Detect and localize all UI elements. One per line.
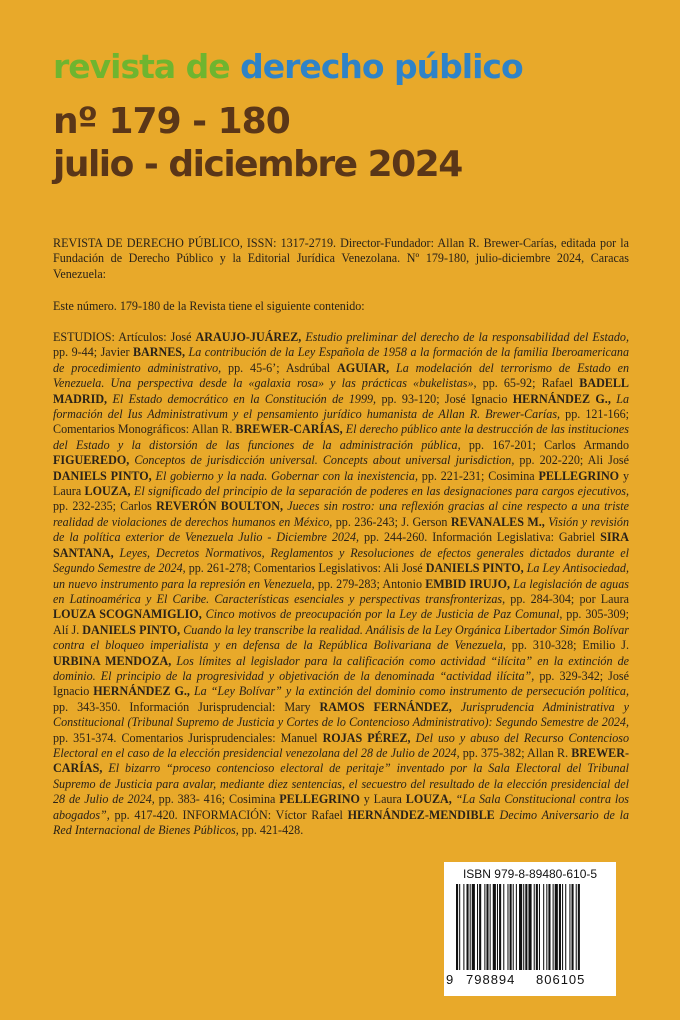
contents-segment: LOUZA SCOGNAMIGLIO, [53, 607, 202, 622]
contents-segment: Jurisprudencia Administrativa y Constitucional (Tribunal Supremo de Justicia y Cortes de lo Contencioso Administrativo): Segundo Semestre de 2024, [53, 699, 629, 730]
barcode-bar [459, 884, 460, 970]
contents-segment: BARNES, [132, 345, 186, 360]
contents-segment: Decimo Aniversario de la Red Internacional de Bienes Públicos, [53, 807, 629, 837]
contents-note: Este número. 179-180 de la Revista tiene el siguiente contenido: [53, 299, 365, 313]
contents-segment: Estudio preliminar del derecho de la responsabilidad del Estado, [301, 330, 629, 344]
contents-segment: Visión y revisión de la política exterior de Venezuela Julio - Diciembre 2024, [53, 514, 629, 545]
contents-segment: “La Sala Constitucional contra los abogados”, [53, 792, 630, 822]
contents-segment: y Laura [53, 468, 629, 499]
barcode-bar [548, 884, 550, 970]
contents-segment: pp. 383- 416; Cosimina [154, 792, 280, 807]
contents-segment: Los límites al legislador para la calificación como actividad “ilícita” en la extinción de dominio. El principio de la progresividad y objetivación de la denominada “actividad ilícita”, [53, 653, 629, 683]
barcode-bar [493, 884, 496, 970]
barcode-bar [525, 884, 527, 970]
barcode-bar [490, 884, 491, 970]
table-of-contents [53, 330, 629, 838]
contents-segment: AGUIAR, [337, 360, 390, 375]
barcode-bar [559, 884, 561, 970]
barcode-bar [516, 884, 517, 970]
barcode-bar [472, 884, 475, 970]
masthead-part2: derecho público [240, 47, 523, 86]
contents-segment: ROJAS PÉREZ, [322, 730, 411, 745]
contents-segment: pp. 45-6’; Asdrúbal [221, 360, 338, 375]
contents-segment: y Laura [359, 792, 406, 807]
contents-segment: DANIELS PINTO, [82, 622, 181, 637]
contents-segment: pp. 93-120; José Ignacio [376, 391, 513, 406]
contents-segment: DANIELS PINTO, [425, 561, 524, 576]
contents-segment: URBINA MENDOZA, [53, 653, 172, 668]
contents-segment: El significado del principio de la separación de poderes en las designaciones para cargos ejecutivos, [130, 484, 629, 499]
contents-segment: pp. 167-201; Carlos Armando [460, 437, 629, 452]
barcode-bar [553, 884, 554, 970]
contents-segment: HERNÁNDEZ G., [512, 391, 611, 406]
barcode-bar [539, 884, 540, 970]
intro-paragraph: REVISTA DE DERECHO PÚBLICO, ISSN: 1317-2719. Director-Fundador: Allan R. Brewer-Carías, editada por la Fundación de Derecho Público y la Editorial Jurídica Venezolana. Nº 179-180, julio-diciembre 2024, Caracas Venezuela: [53, 236, 629, 281]
contents-segment: REVANALES M., [450, 514, 545, 529]
barcode-bar [528, 884, 531, 970]
contents-segment: pp. 375-382; Allan R. [459, 745, 572, 760]
barcode-bar [463, 884, 464, 970]
contents-segment: ARAUJO-JUÁREZ, [195, 330, 302, 344]
barcode-bar [513, 884, 514, 970]
contents-segment: El Estado democrático en la Constitución de 1999, [107, 391, 377, 406]
contents-segment: DANIELS PINTO, [53, 468, 152, 483]
barcode-bar [477, 884, 478, 970]
contents-segment: La modelación del terrorismo de Estado en Venezuela. Una perspectiva desde la «galaxia rosa» y las prácticas «bukelistas» [53, 360, 629, 391]
contents-segment: HERNÁNDEZ G., [93, 684, 190, 699]
contents-segment: pp. 417-420. INFORMACIÓN: Víctor Rafael [109, 807, 348, 822]
contents-segment: FIGUEREDO, [53, 453, 130, 468]
contents-segment: Jueces sin rostro: una reflexión gracias al cine respecto a una triste realidad de violaciones de derechos humanos en México, [53, 499, 629, 529]
contents-segment: REVERÓN BOULTON, [156, 499, 283, 514]
barcode-bar [507, 884, 508, 970]
contents-segment: Cuando la ley transcribe la realidad. Análisis de la Ley Orgánica Libertador Simón Bolívar contra el bloqueo imperialista y en defensa de la República Bolivariana de Venezuela, [53, 622, 629, 653]
barcode-bar [470, 884, 471, 970]
isbn-digits-right: 806105 [536, 972, 586, 987]
barcode-bar [519, 884, 522, 970]
barcode-bar [569, 884, 570, 970]
barcode-bar [576, 884, 577, 970]
contents-segment: BREWER-CARÍAS, [53, 745, 629, 776]
issue-number: nº 179 - 180 [53, 101, 290, 142]
contents-segment: La Ley Antisociedad, un nuevo instrumento para la represión en Venezuela, [53, 561, 630, 591]
issue-period: julio - diciembre 2024 [53, 144, 462, 185]
barcode-bar [555, 884, 558, 970]
barcode-bar [565, 884, 566, 970]
contents-segment: pp. 244-260. Información Legislativa: Gabriel [359, 530, 601, 545]
contents-segment: pp. 232-235; Carlos [53, 499, 157, 514]
contents-segment: El bizarro “proceso contencioso electoral de peritaje” inventado por la Sala Electoral del Tribunal Supremo de Justicia para avalar, mediante diez sentencias, el secuestro del resultado de la elección presidencial del 28 de Julio de 2024, [53, 761, 629, 807]
barcode-bar [456, 884, 458, 970]
contents-segment: Cinco motivos de preocupación por la Ley de Justicia de Paz Comunal, [201, 607, 563, 622]
barcode-bar [467, 884, 469, 970]
contents-segment: HERNÁNDEZ-MENDIBLE [347, 807, 495, 822]
contents-segment: pp. 284-304; por Laura [505, 591, 629, 606]
barcode-bar [536, 884, 538, 970]
contents-segment: pp. 343-350. Información Jurisprudencial: Mary [53, 699, 320, 714]
barcode-bar [479, 884, 481, 970]
contents-segment: Leyes, Decretos Normativos, Reglamentos y Resoluciones de efectos generales dictados durante el Segundo Semestre de 2024, [53, 545, 629, 576]
contents-segment: pp. 9-44; Javier [53, 345, 133, 360]
contents-segment: Del uso y abuso del Recurso Contencioso Electoral en el caso de la elección presidencial venezolana del 28 de Julio de 2024, [53, 730, 629, 760]
isbn-label: ISBN 979-8-89480-610-5 [462, 867, 598, 881]
barcode-bar [546, 884, 547, 970]
contents-segment: SIRA SANTANA, [53, 530, 629, 560]
barcode-bar [503, 884, 504, 970]
masthead-part1: revista de [53, 47, 230, 86]
barcode-bar [499, 884, 501, 970]
contents-segment: pp. 421-428. [238, 823, 304, 837]
barcode-bar [562, 884, 563, 970]
barcode-bar [484, 884, 485, 970]
masthead-title [53, 47, 523, 86]
barcode-bar [578, 884, 580, 970]
barcode-bar [572, 884, 574, 970]
barcode-bar [534, 884, 535, 970]
barcode-bars [452, 884, 608, 970]
contents-segment: BADELL MADRID, [53, 376, 629, 406]
contents-segment: LOUZA, [405, 792, 452, 807]
contents-segment: pp. 351-374. Comentarios Jurisprudenciales: Manuel [53, 730, 323, 745]
barcode-bar [523, 884, 524, 970]
contents-segment: pp. 202-220; Ali José [514, 453, 630, 468]
contents-segment: EMBID IRUJO, [425, 576, 511, 591]
contents-segment: pp. 261-278; Comentarios Legislativos: Ali José [185, 561, 426, 576]
contents-segment: La contribución de la Ley Española de 1958 a la formación de la familia Iberoamericana de procedimiento administrativo, [53, 345, 630, 375]
contents-segment: La formación del Ius Administrativum y el pensamiento jurídico humanista de Allan R. Brewer-Carías, [53, 391, 629, 422]
contents-segment: pp. 121-166; Comentarios Monográficos: Allan R. [53, 407, 629, 437]
contents-segment: , pp. 65-92; Rafael [473, 376, 580, 391]
isbn-barcode [444, 862, 616, 996]
contents-segment: RAMOS FERNÁNDEZ, [319, 699, 452, 714]
barcode-bar [497, 884, 498, 970]
contents-segment: pp. 329-342; José Ignacio [53, 668, 630, 699]
contents-segment: El gobierno y la nada. Gobernar con la inexistencia, [151, 468, 418, 483]
contents-segment: El derecho público ante la destrucción de las instituciones del Estado y la distorsión de las funciones de la administración pública, [53, 422, 629, 452]
isbn-digit-lead: 9 [446, 972, 455, 987]
contents-segment: pp. 221-231; Cosimina [417, 468, 539, 483]
barcode-bar [486, 884, 488, 970]
contents-segment: LOUZA, [84, 484, 131, 499]
contents-segment: pp. 310-328; Emilio J. [505, 638, 629, 653]
contents-segment: pp. 236-243; J. Gerson [332, 514, 451, 529]
isbn-digits-left: 798894 [466, 972, 516, 987]
contents-segment: pp. 305-309; Alí J. [53, 607, 629, 637]
contents-segment: Conceptos de jurisdicción universal. Concepts about universal jurisdiction, [129, 453, 515, 468]
contents-segment: pp. 279-283; Antonio [314, 576, 426, 591]
barcode-bar [510, 884, 512, 970]
barcode-bar [543, 884, 544, 970]
contents-segment: PELLEGRINO [538, 468, 620, 483]
contents-segment: La “Ley Bolívar” y la extinción del dominio como instrumento de persecución política, [189, 684, 629, 699]
contents-segment: PELLEGRINO [279, 792, 360, 807]
contents-segment: BREWER-CARÍAS, [235, 422, 343, 437]
contents-segment: ESTUDIOS: Artículos: José [53, 330, 196, 344]
contents-segment: La legislación de aguas en Latinoamérica y El Caribe. Características esenciales y perspectivas transfronterizas, [53, 576, 629, 606]
